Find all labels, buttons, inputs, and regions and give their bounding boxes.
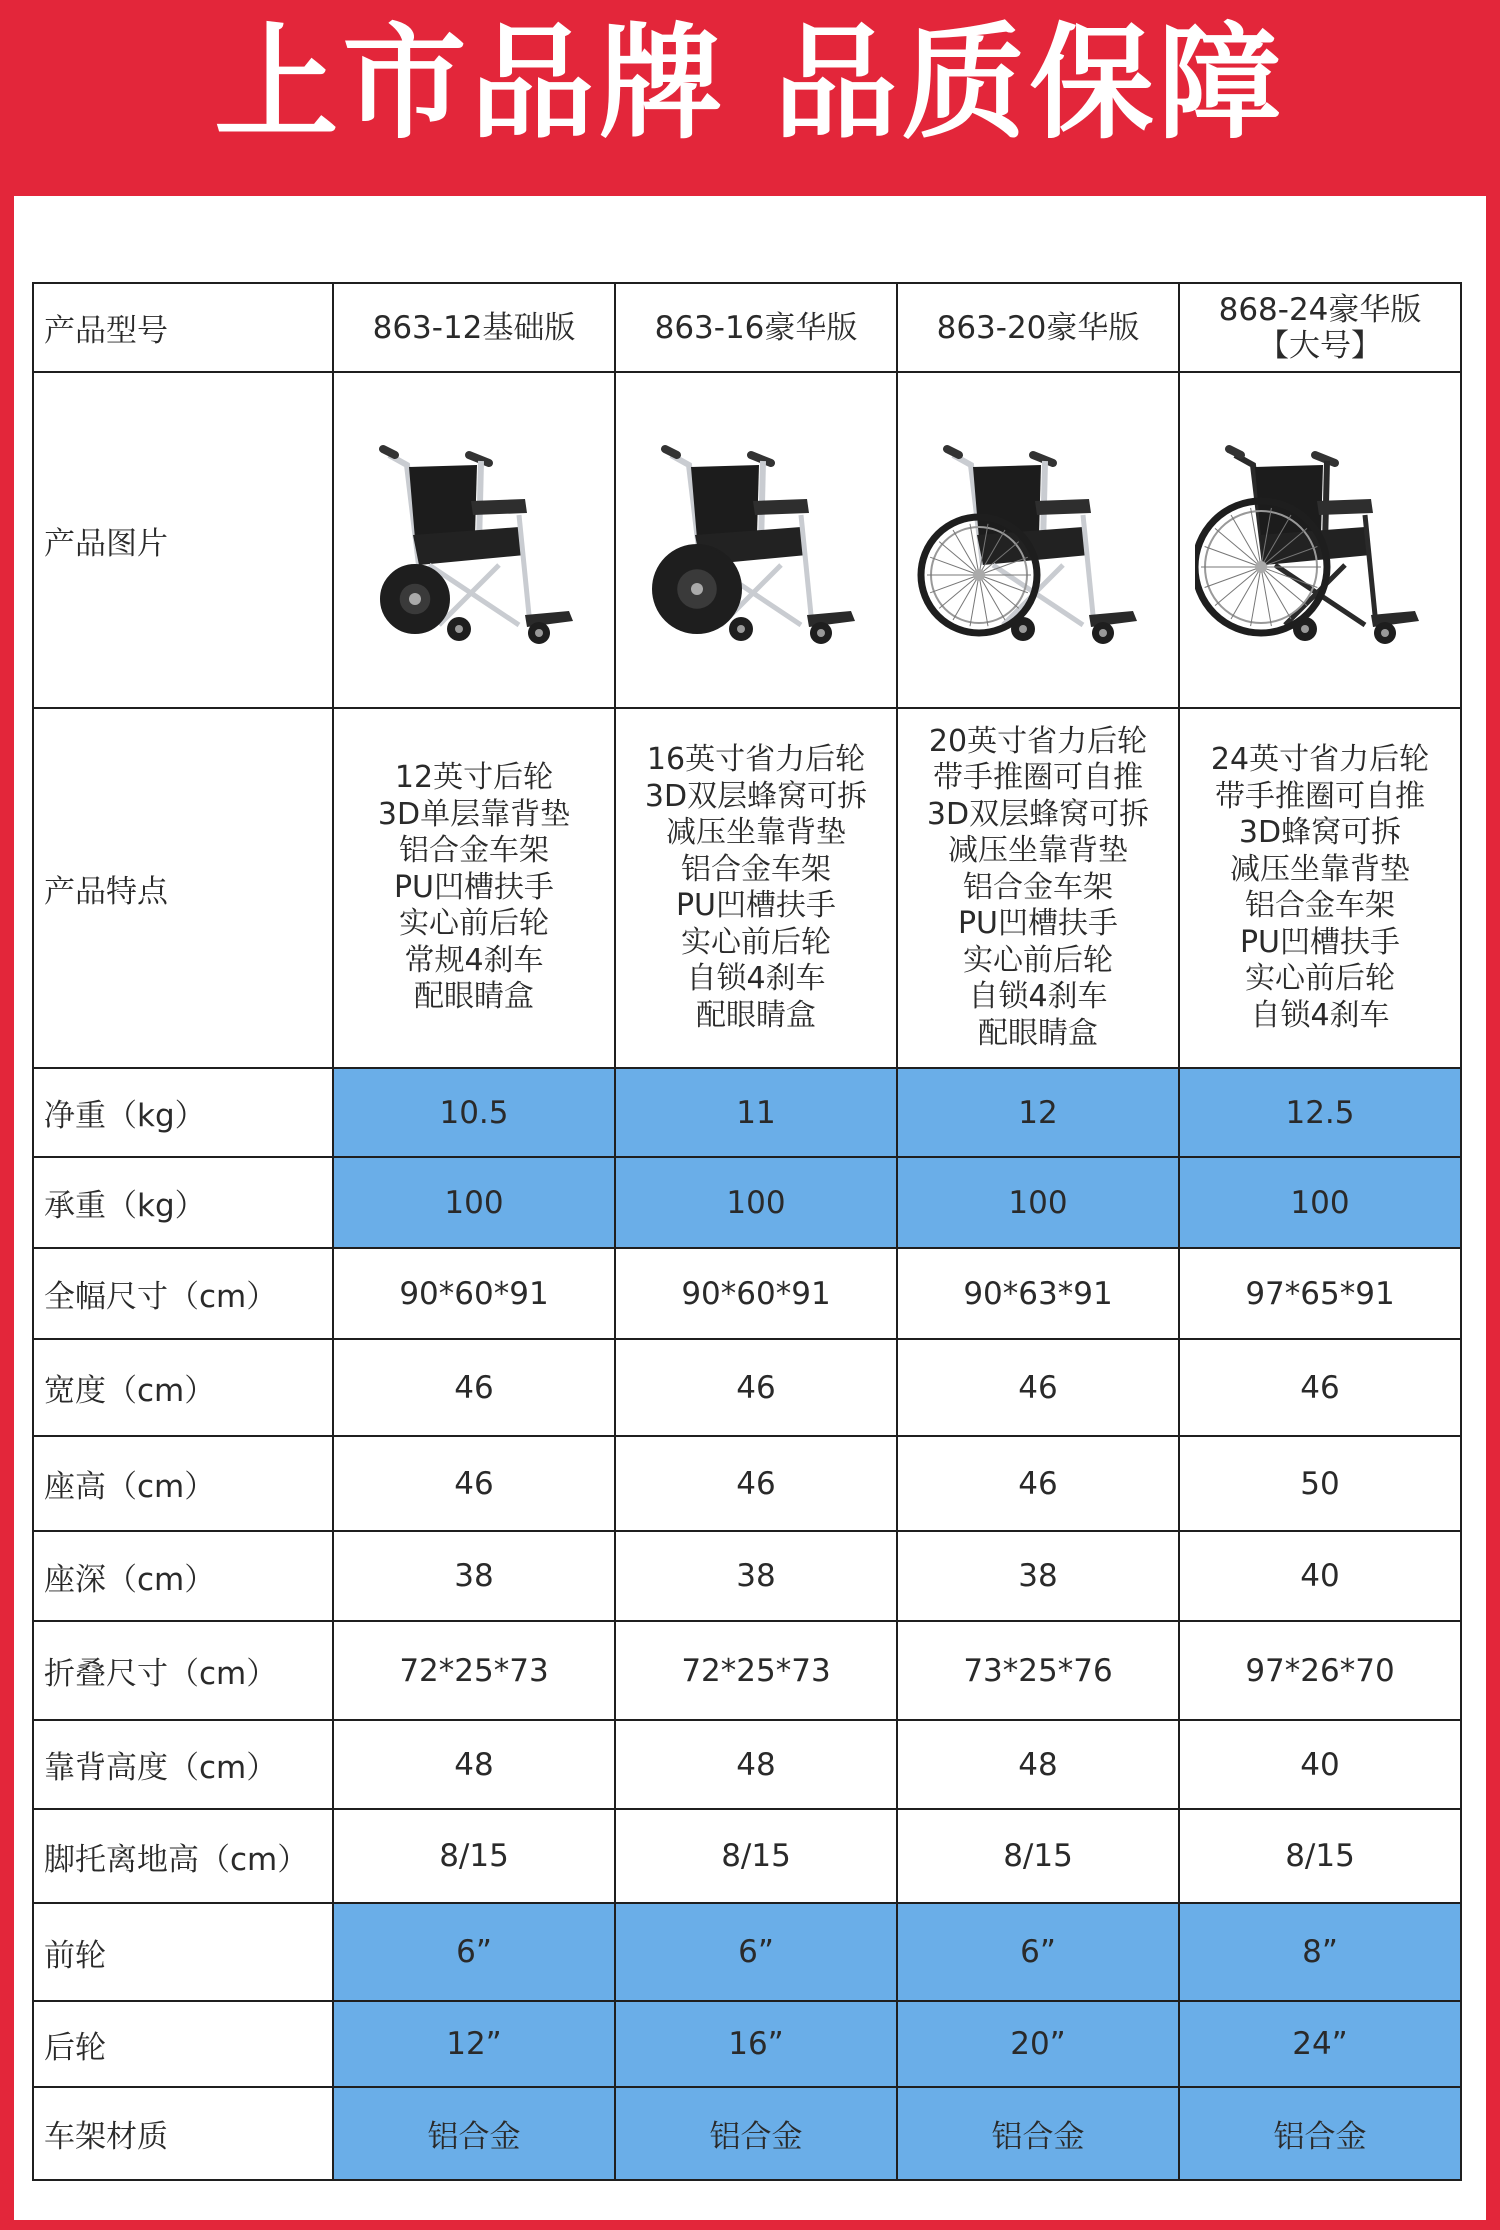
- feature-item: 自锁4刹车: [968, 979, 1108, 1015]
- model-name: 868-24豪华版: [1218, 291, 1422, 328]
- spec-row-back-height: [33, 1720, 1461, 1809]
- feature-item: 常规4刹车: [404, 942, 544, 978]
- spec-row-footrest-height: [33, 1809, 1461, 1903]
- model-name: 【大号】: [1258, 327, 1382, 364]
- width-value: 46: [615, 1339, 897, 1436]
- net-weight-value: 11: [615, 1068, 897, 1157]
- folded-size-value: 72*25*73: [333, 1621, 615, 1720]
- width-value: 46: [333, 1339, 615, 1436]
- feature-item: 自锁4刹车: [686, 961, 826, 996]
- spec-row-front-wheel: [33, 1903, 1461, 2001]
- product-image-cell: [1179, 372, 1461, 708]
- frame-value: 铝合金: [897, 2087, 1179, 2180]
- spec-row-seat-height: [33, 1436, 1461, 1531]
- feature-item: 带手推圈可自推: [1215, 778, 1425, 814]
- features-cell: [615, 708, 897, 1068]
- feature-item: PU凹槽扶手: [1239, 924, 1401, 960]
- model-name: 863-20豪华版: [936, 309, 1140, 346]
- spec-row-image: [33, 372, 1461, 708]
- spec-row-frame: [33, 2087, 1461, 2180]
- feature-item: 减压坐靠背垫: [1230, 851, 1410, 887]
- load-value: 100: [1179, 1157, 1461, 1248]
- footrest-height-value: 8/15: [897, 1809, 1179, 1903]
- model-name: 863-16豪华版: [654, 309, 858, 346]
- wheelchair-16-inch-icon: [616, 415, 896, 665]
- rear-wheel-value: 12”: [333, 2001, 615, 2087]
- front-wheel-value: 8”: [1179, 1903, 1461, 2001]
- feature-item: 铝合金车架: [1245, 888, 1395, 923]
- seat-depth-value: 40: [1179, 1531, 1461, 1621]
- footrest-height-value: 8/15: [615, 1809, 897, 1903]
- row-label: 承重（kg）: [33, 1157, 333, 1248]
- spec-row-folded-size: [33, 1621, 1461, 1720]
- net-weight-value: 12.5: [1179, 1068, 1461, 1157]
- footrest-height-value: 8/15: [1179, 1809, 1461, 1903]
- row-label: 产品特点: [33, 708, 333, 1068]
- feature-item: 实心前后轮: [681, 924, 831, 960]
- load-value: 100: [615, 1157, 897, 1248]
- feature-item: 配眼睛盒: [414, 979, 534, 1015]
- feature-item: 铝合金车架: [399, 833, 549, 869]
- full-size-value: 90*63*91: [897, 1248, 1179, 1339]
- product-image-cell: [897, 372, 1179, 708]
- feature-item: 3D双层蜂窝可拆: [926, 796, 1150, 832]
- features-cell: [1179, 708, 1461, 1068]
- feature-item: 3D单层靠背垫: [377, 796, 571, 832]
- row-label: 净重（kg）: [33, 1068, 333, 1157]
- width-value: 46: [897, 1339, 1179, 1436]
- spec-row-full-size: [33, 1248, 1461, 1339]
- feature-item: PU凹槽扶手: [675, 888, 837, 923]
- feature-item: 12英寸后轮: [394, 760, 554, 796]
- spec-row-load: [33, 1157, 1461, 1248]
- row-label: 靠背高度（cm）: [33, 1720, 333, 1809]
- folded-size-value: 72*25*73: [615, 1621, 897, 1720]
- net-weight-value: 10.5: [333, 1068, 615, 1157]
- feature-item: 配眼睛盒: [978, 1015, 1098, 1051]
- feature-item: 带手推圈可自推: [933, 760, 1143, 796]
- feature-item: 20英寸省力后轮: [928, 723, 1148, 759]
- row-label: 车架材质: [33, 2087, 333, 2180]
- seat-depth-value: 38: [615, 1531, 897, 1621]
- spec-row-features: [33, 708, 1461, 1068]
- row-label: 座高（cm）: [33, 1436, 333, 1531]
- spec-panel: [14, 196, 1486, 2220]
- features-cell: [333, 708, 615, 1068]
- model-name: 863-12基础版: [372, 309, 576, 346]
- row-label: 后轮: [33, 2001, 333, 2087]
- banner: [0, 0, 1500, 182]
- row-label: 产品图片: [33, 372, 333, 708]
- rear-wheel-value: 20”: [897, 2001, 1179, 2087]
- front-wheel-value: 6”: [333, 1903, 615, 2001]
- back-height-value: 48: [897, 1720, 1179, 1809]
- row-label: 产品型号: [33, 283, 333, 372]
- feature-item: 3D双层蜂窝可拆: [644, 778, 868, 814]
- feature-item: 3D蜂窝可拆: [1238, 815, 1402, 850]
- product-image-cell: [615, 372, 897, 708]
- front-wheel-value: 6”: [615, 1903, 897, 2001]
- footrest-height-value: 8/15: [333, 1809, 615, 1903]
- folded-size-value: 73*25*76: [897, 1621, 1179, 1720]
- spec-table: [32, 282, 1462, 2181]
- spec-row-net-weight: [33, 1068, 1461, 1157]
- wheelchair-12-inch-icon: [334, 415, 614, 665]
- row-label: 折叠尺寸（cm）: [33, 1621, 333, 1720]
- full-size-value: 90*60*91: [333, 1248, 615, 1339]
- feature-item: PU凹槽扶手: [393, 869, 555, 905]
- feature-item: 16英寸省力后轮: [646, 742, 866, 777]
- rear-wheel-value: 24”: [1179, 2001, 1461, 2087]
- load-value: 100: [333, 1157, 615, 1248]
- row-label: 座深（cm）: [33, 1531, 333, 1621]
- seat-height-value: 46: [333, 1436, 615, 1531]
- model-name-cell: [615, 283, 897, 372]
- model-name-cell: [333, 283, 615, 372]
- frame-value: 铝合金: [1179, 2087, 1461, 2180]
- row-label: 前轮: [33, 1903, 333, 2001]
- row-label: 全幅尺寸（cm）: [33, 1248, 333, 1339]
- seat-height-value: 46: [615, 1436, 897, 1531]
- feature-item: 实心前后轮: [963, 942, 1113, 978]
- rear-wheel-value: 16”: [615, 2001, 897, 2087]
- row-label: 宽度（cm）: [33, 1339, 333, 1436]
- feature-item: 配眼睛盒: [696, 997, 816, 1033]
- banner-title: 上市品牌 品质保障: [214, 12, 1286, 156]
- full-size-value: 90*60*91: [615, 1248, 897, 1339]
- feature-item: 减压坐靠背垫: [948, 833, 1128, 869]
- back-height-value: 40: [1179, 1720, 1461, 1809]
- features-cell: [897, 708, 1179, 1068]
- feature-item: PU凹槽扶手: [957, 906, 1119, 942]
- spec-row-rear-wheel: [33, 2001, 1461, 2087]
- feature-item: 铝合金车架: [681, 851, 831, 887]
- model-name-cell: [897, 283, 1179, 372]
- feature-item: 减压坐靠背垫: [666, 815, 846, 850]
- spec-row-seat-depth: [33, 1531, 1461, 1621]
- net-weight-value: 12: [897, 1068, 1179, 1157]
- product-image-cell: [333, 372, 615, 708]
- model-name-cell: [1179, 283, 1461, 372]
- back-height-value: 48: [615, 1720, 897, 1809]
- feature-item: 自锁4刹车: [1250, 997, 1390, 1033]
- wheelchair-20-inch-icon: [898, 415, 1178, 665]
- feature-item: 24英寸省力后轮: [1210, 742, 1430, 777]
- seat-depth-value: 38: [333, 1531, 615, 1621]
- seat-height-value: 46: [897, 1436, 1179, 1531]
- back-height-value: 48: [333, 1720, 615, 1809]
- wheelchair-24-inch-icon: [1180, 415, 1460, 665]
- frame-value: 铝合金: [333, 2087, 615, 2180]
- seat-height-value: 50: [1179, 1436, 1461, 1531]
- seat-depth-value: 38: [897, 1531, 1179, 1621]
- spec-row-width: [33, 1339, 1461, 1436]
- frame-value: 铝合金: [615, 2087, 897, 2180]
- feature-item: 实心前后轮: [1245, 961, 1395, 996]
- load-value: 100: [897, 1157, 1179, 1248]
- folded-size-value: 97*26*70: [1179, 1621, 1461, 1720]
- front-wheel-value: 6”: [897, 1903, 1179, 2001]
- spec-row-model: [33, 283, 1461, 372]
- feature-item: 实心前后轮: [399, 906, 549, 942]
- feature-item: 铝合金车架: [963, 869, 1113, 905]
- row-label: 脚托离地高（cm）: [33, 1809, 333, 1903]
- width-value: 46: [1179, 1339, 1461, 1436]
- full-size-value: 97*65*91: [1179, 1248, 1461, 1339]
